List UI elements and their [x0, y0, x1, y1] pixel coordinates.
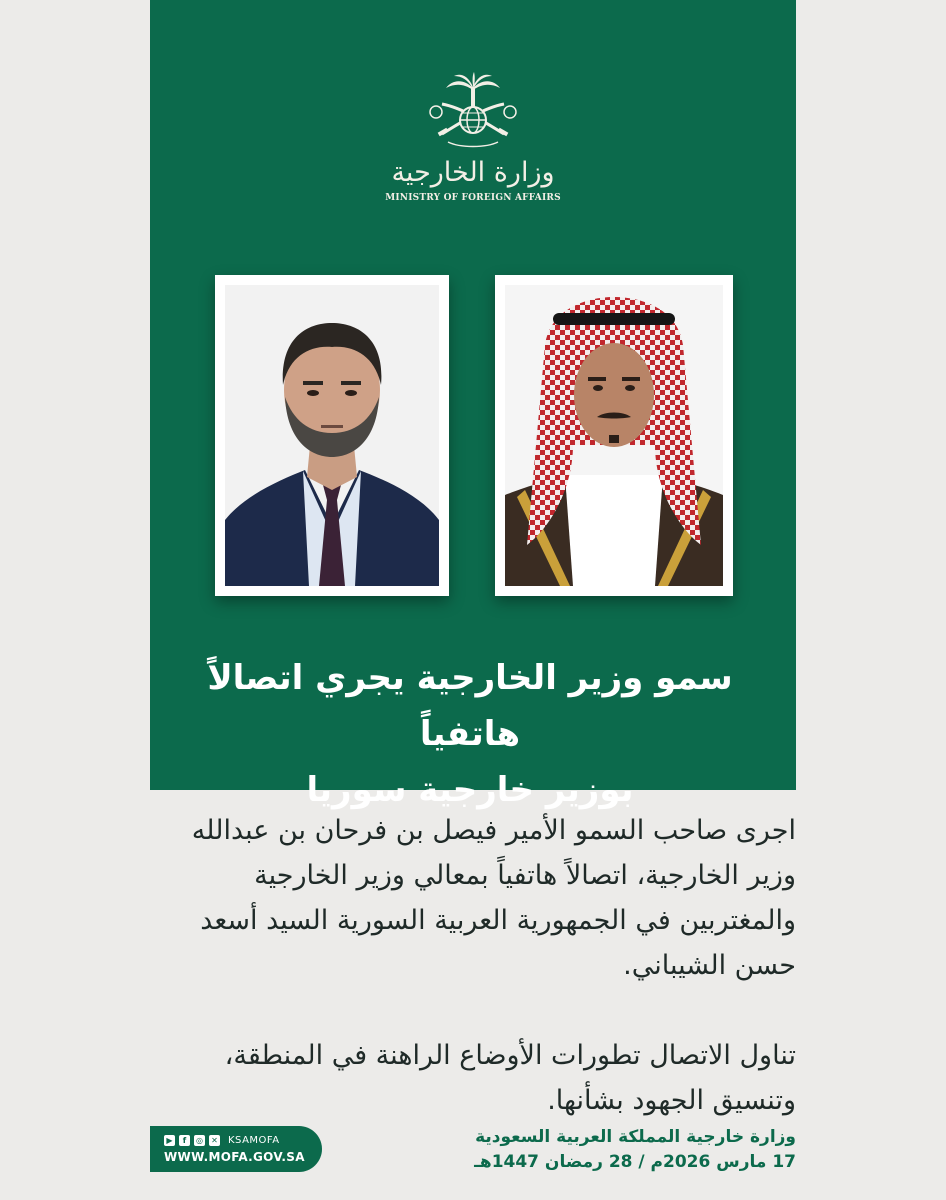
youtube-icon[interactable]: ▶ — [164, 1135, 175, 1146]
social-handle[interactable]: KSAMOFA — [228, 1134, 280, 1146]
signature-block — [450, 1125, 796, 1175]
signature-org: وزارة خارجية المملكة العربية السعودية — [475, 1127, 796, 1147]
headline — [170, 650, 770, 818]
social-row — [164, 1132, 280, 1148]
facebook-icon[interactable]: f — [179, 1135, 190, 1146]
portrait-frame-syria-minister — [215, 275, 449, 596]
ministry-name-english: MINISTRY OF FOREIGN AFFAIRS — [385, 193, 561, 203]
ministry-name-arabic: وزارة الخارجية — [391, 157, 555, 188]
saudi-emblem-icon — [428, 72, 518, 150]
instagram-icon[interactable]: ◎ — [194, 1135, 205, 1146]
x-icon[interactable]: ✕ — [209, 1135, 220, 1146]
signature-date: 17 مارس 2026م / 28 رمضان 1447هـ — [474, 1152, 796, 1172]
website-link[interactable]: WWW.MOFA.GOV.SA — [164, 1150, 305, 1164]
portrait-frame-saudi-minister — [495, 275, 733, 596]
portrait-syria-minister — [225, 285, 439, 586]
statement-body — [150, 808, 796, 1123]
portrait-saudi-minister — [505, 285, 723, 586]
footer-social-badge — [150, 1126, 322, 1172]
headline-line-1: سمو وزير الخارجية يجري اتصالاً هاتفياً — [207, 658, 733, 754]
statement-paragraph-1: اجرى صاحب السمو الأمير فيصل بن فرحان بن عبدالله وزير الخارجية، اتصالاً هاتفياً بمعالي وزير الخارجية والمغتربين في الجمهورية العربية السورية السيد أسعد حسن الشيباني. — [191, 815, 796, 981]
headline-line-2: بوزير خارجية سوريا — [306, 770, 634, 810]
statement-paragraph-2: تناول الاتصال تطورات الأوضاع الراهنة في المنطقة، وتنسيق الجهود بشأنها. — [224, 1040, 796, 1116]
